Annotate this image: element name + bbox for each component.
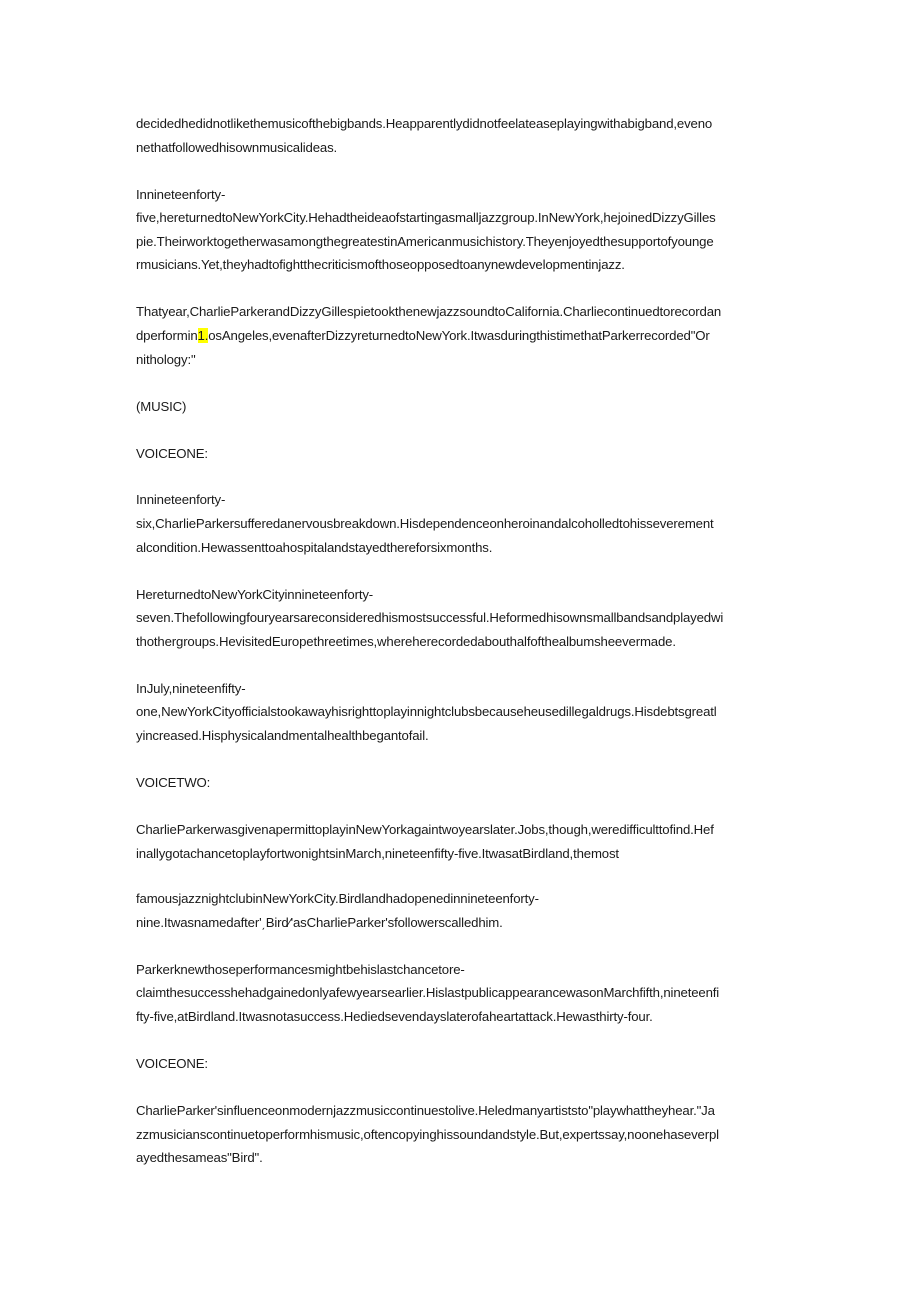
text-line-with-highlight — [136, 324, 784, 348]
paragraph-1945-newyork — [136, 183, 784, 277]
paragraph-permit — [136, 818, 784, 865]
text-line: HereturnedtoNewYorkCityinnineteenforty- — [136, 586, 374, 602]
paragraph-1946-breakdown — [136, 488, 784, 559]
text-line: Innineteenforty- — [136, 186, 226, 202]
text-line: nine.Itwasnamedafter'͵Bird⁄'asCharlieParker'sfollowerscalledhim. — [136, 914, 503, 930]
text-line: CharlieParker'sinfluenceonmodernjazzmusiccontinuestolive.Heledmanyartiststo"playwhattheyhear."Ja — [136, 1102, 715, 1118]
highlighted-marker: 1. — [197, 327, 209, 343]
text-line: VOICETWO: — [136, 775, 211, 790]
text-line: one,NewYorkCityofficialstookawayhisrighttoplayinnightclubsbecauseheusedillegaldrugs.Hisdebtsgreatl — [136, 704, 717, 720]
text-line: claimthesuccesshehadgainedonlyafewyearsearlier.HislastpublicappearancewasonMarchfifth,nineteenfi — [136, 985, 720, 1001]
text-line: alcondition.Hewassenttoahospitalandstayedthereforsixmonths. — [136, 539, 493, 555]
text-segment: osAngeles,evenafterDizzyreturnedtoNewYork.ItwasduringthistimethatParkerrecorded"Or — [208, 327, 710, 343]
text-line: Parkerknewthoseperformancesmightbehislastchancetore- — [136, 961, 465, 977]
paragraph-birdland — [136, 887, 784, 934]
speaker-label-voice-one — [136, 1052, 784, 1076]
text-line: five,hereturnedtoNewYorkCity.Hehadtheideaofstartingasmalljazzgroup.InNewYork,hejoinedDizzyGilles — [136, 210, 716, 226]
text-line: (MUSIC) — [136, 398, 187, 414]
speaker-label-voice-one — [136, 442, 784, 466]
text-segment: dperformin — [136, 327, 198, 343]
text-line: fty-five,atBirdland.Itwasnotasuccess.Hediedsevendayslaterofaheartattack.Hewasthirty-four. — [136, 1008, 653, 1024]
text-line: zzmusicianscontinuetoperformhismusic,oftencopyinghissoundandstyle.But,expertssay,noonehaseverpl — [136, 1126, 719, 1142]
paragraph-music-cue — [136, 395, 784, 419]
paragraph-last-performance — [136, 958, 784, 1029]
paragraph-1951-license — [136, 677, 784, 748]
text-line: InJuly,nineteenfifty- — [136, 680, 246, 696]
text-line: VOICEONE: — [136, 445, 208, 461]
text-line: yincreased.Hisphysicalandmentalhealthbegantofail. — [136, 728, 429, 744]
text-line: decidedhedidnotlikethemusicofthebigbands.Heapparentlydidnotfeelateaseplayingwithabigband,eveno — [136, 116, 713, 131]
text-line: CharlieParkerwasgivenapermittoplayinNewYorkagaintwoyearslater.Jobs,though,weredifficulttofind.Hef — [136, 821, 714, 837]
text-line: Thatyear,CharlieParkerandDizzyGillespietookthenewjazzsoundtoCalifornia.Charliecontinuedtorecordan — [136, 304, 722, 320]
text-line: Innineteenforty- — [136, 492, 226, 508]
speaker-label-voice-two — [136, 771, 784, 795]
text-line: VOICEONE: — [136, 1055, 208, 1071]
paragraph-1947-return — [136, 583, 784, 654]
text-line: nithology:" — [136, 351, 196, 367]
text-line: thothergroups.HevisitedEuropethreetimes,whereherecordedabouthalfofthealbumsheevermade. — [136, 633, 676, 649]
text-line: inallygotachancetoplayfortwonightsinMarch,nineteenfifty-five.ItwasatBirdland,themost — [136, 845, 619, 861]
text-line: pie.TheirworktogetherwasamongthegreatestinAmericanmusichistory.Theyenjoyedthesupportofyounge — [136, 233, 714, 249]
text-line: famousjazznightclubinNewYorkCity.Birdlandhadopenedinnineteenforty- — [136, 891, 539, 907]
paragraph-california — [136, 300, 784, 371]
text-line: ayedthesameas"Bird". — [136, 1150, 263, 1166]
text-line: nethatfollowedhisownmusicalideas. — [136, 139, 338, 155]
paragraph-influence — [136, 1099, 784, 1170]
paragraph-bigbands — [136, 112, 784, 159]
text-line: seven.Thefollowingfouryearsareconsideredhismostsuccessful.Heformedhisownsmallbandsandplayedwi — [136, 610, 724, 626]
document-body — [136, 112, 784, 1193]
text-line: rmusicians.Yet,theyhadtofightthecriticismofthoseopposedtoanynewdevelopmentinjazz. — [136, 257, 625, 273]
text-line: six,CharlieParkersufferedanervousbreakdown.Hisdependenceonheroinandalcoholledtohisseverement — [136, 516, 714, 532]
